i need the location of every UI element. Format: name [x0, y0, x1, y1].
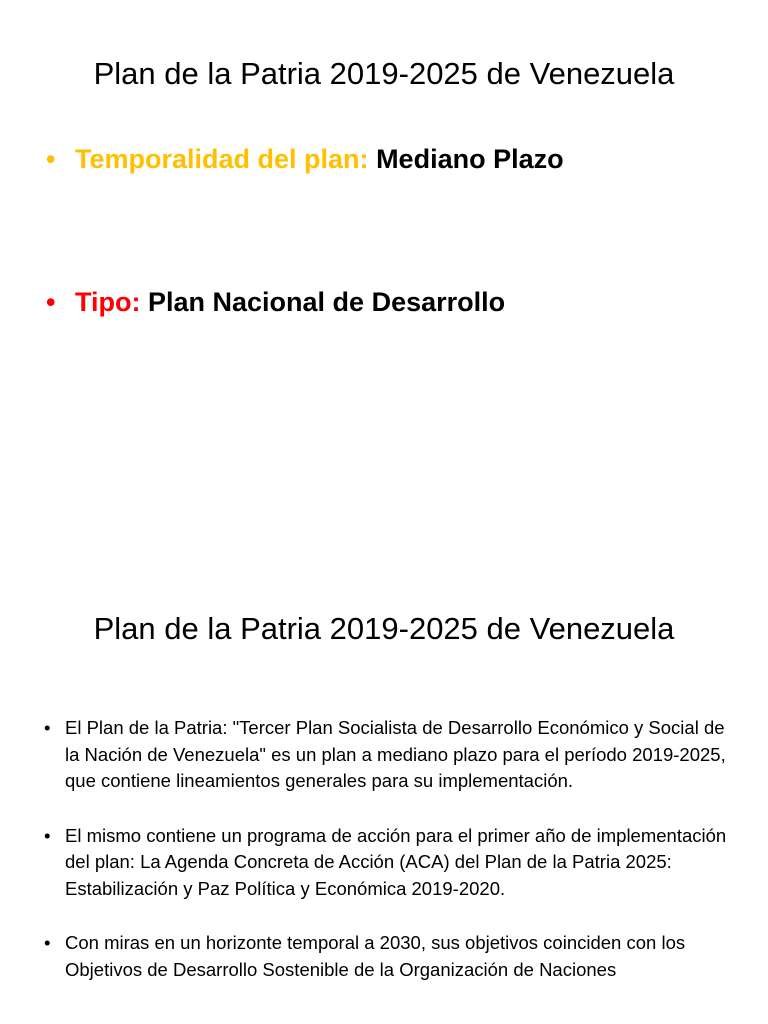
bullet-temporalidad: [46, 144, 564, 175]
list-item: [44, 715, 734, 795]
slide-2: [0, 576, 768, 1024]
bullet-dot-icon: •: [44, 717, 51, 738]
list-item-text: Con miras en un horizonte temporal a 2030, sus objetivos coinciden con los Objetivos de Desarrollo Sostenible de la Organización de Naciones: [65, 932, 686, 980]
temporalidad-label: Temporalidad del plan:: [75, 144, 369, 174]
bullet-list: [44, 715, 734, 1011]
list-item-text: El Plan de la Patria: "Tercer Plan Socialista de Desarrollo Económico y Social de la Nación de Venezuela" es un plan a mediano plazo para el período 2019-2025, que contiene lineamientos generales para su implementación.: [65, 717, 726, 791]
tipo-value: Plan Nacional de Desarrollo: [148, 287, 506, 317]
temporalidad-value: Mediano Plazo: [376, 144, 564, 174]
bullet-dot-icon: •: [46, 144, 56, 174]
bullet-tipo: [46, 287, 505, 318]
bullet-dot-icon: •: [44, 824, 51, 846]
list-item-text: El mismo contiene un programa de acción para el primer año de implementación del plan: La Agenda Concreta de Acción (ACA) del Plan de la Patria 2025: Estabilización y Paz Política y Económica 2019-2020.: [65, 824, 727, 899]
tipo-label: Tipo:: [75, 287, 141, 317]
slide-1-title: Plan de la Patria 2019-2025 de Venezuela: [93, 56, 675, 91]
slide-2-title: Plan de la Patria 2019-2025 de Venezuela: [93, 611, 675, 646]
bullet-dot-icon: •: [44, 932, 51, 953]
list-item: [44, 930, 734, 983]
list-item: [44, 823, 734, 903]
bullet-dot-icon: •: [46, 287, 56, 317]
